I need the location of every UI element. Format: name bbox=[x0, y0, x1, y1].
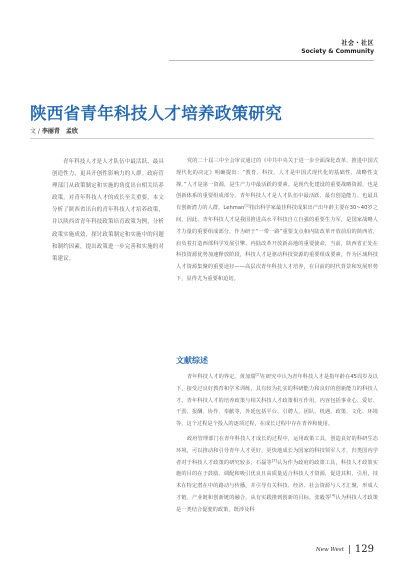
section-body bbox=[176, 372, 378, 517]
section-name-en: Society & Community bbox=[301, 48, 374, 55]
section-paragraph: 青年科技人才的界定。黄加瑞[2]在研究中认为青年科技人才是指年龄在45周岁及以下，接受过良好教育和学术训练，具有较为扎实的科研能力和良好的创新能力的科技人才。青年科技人才的培养政策与相关科技人才政策相互作用，内容包括事业心、爱好、干劲、报酬、协作、奉献等，外延包括平台、引聘人、团队、机遇、政策、文化、环境等，这个过程是个投入的逐项过程，在成长过程中存在青养和使用。 bbox=[176, 372, 378, 428]
page-number: 129 bbox=[354, 544, 374, 555]
magazine-name: New West bbox=[315, 546, 344, 553]
byline bbox=[30, 126, 78, 135]
author-names: 李丽青 孟欣 bbox=[41, 128, 78, 135]
section-paragraph: 政府管理部门在青年科技人才成长的过程中，运用政策工具，创造良好的科研生态环境，可以推动和引导青年人才更好，更快地成长为国家的科技领军人才，归类国内学者对于科技人才政策的研究较多，石磊等[3]认为作为政府的政策工具，科技人才政策实施的目的在于鼓励、调配和吸引优良且高质量适合科技人才资源，促进其积、引用，技术在特定潜在中的路动与传播，并引导有关科技、经济、社会资源与人才汇聚，形成人才链、产业链和创新链的融合。从有实践推到创新的目标，张毅等[4]认为科技人才政策是一类结合促驶的政策，既涉及科 bbox=[176, 435, 378, 513]
footer-divider bbox=[349, 545, 350, 554]
article-title: 陕西省青年科技人才培养政策研究 bbox=[30, 104, 282, 123]
page-footer bbox=[316, 544, 374, 555]
section-name-cn: 社会・社区 bbox=[341, 40, 374, 47]
header-divider bbox=[169, 60, 374, 61]
section-heading: 文献综述 bbox=[176, 355, 208, 365]
abstract-text: 青年科技人才是人才队伍中最活跃、最具创造性力、更具开创性影响力的人群。政府管理部门从政策制定和实施的角度出台相关培养政策。对青年科技人才的成长至关重要。本文分析了陕西省出台的青年科技人才培养政策，并以陕西省青年科技政策培育政策为例，分析政策实施成效，探讨政策制定和实施中的问题和制约因素，提出政策进一步完善和实施的对策建议。 bbox=[52, 159, 164, 262]
section-tag bbox=[301, 40, 374, 56]
abstract bbox=[52, 156, 164, 265]
title-divider bbox=[30, 138, 374, 139]
body-paragraph: 党的二十届三中全会审议通过的《中共中央关于进一步全面深化改革、推进中国式现代化的决定》明确提出：“教育、科技、人才是中国式现代化的基础性、战略性支撑。”人才是第一资源，是生产力中最活跃的要素。是现代化建设的重要战略资源，也是创新体系的重要组成部分。青年科技人才是人才队伍中最活跃、最有创造能力、也最具有创新潜力的人群。Lehman[1]指出科学家最佳科技成果出产出年龄主要在30~40岁之间，因此，青年科技人才是我国推进高水平科技自立自强的重要生力军，是国家战略人才力量的重要组成部分，作为研于“一带一路”重要支点和内陆改革开放前沿的陕西省，肩负着打造西部科学发展引擎、内陆改革开放新高地的重要使命，当前，陕西省正处在科技资源优势加速释放阶段，科技人才是驱动科技资源的重要组成要素，作为区域科技人才资源集聚的重要途径——高层次青年科技人才培养，在目前的时代背景和发展形势下，显得尤为重要和迫切。 bbox=[176, 158, 378, 282]
byline-prefix: 文 / bbox=[30, 128, 42, 135]
body-column bbox=[176, 156, 378, 286]
